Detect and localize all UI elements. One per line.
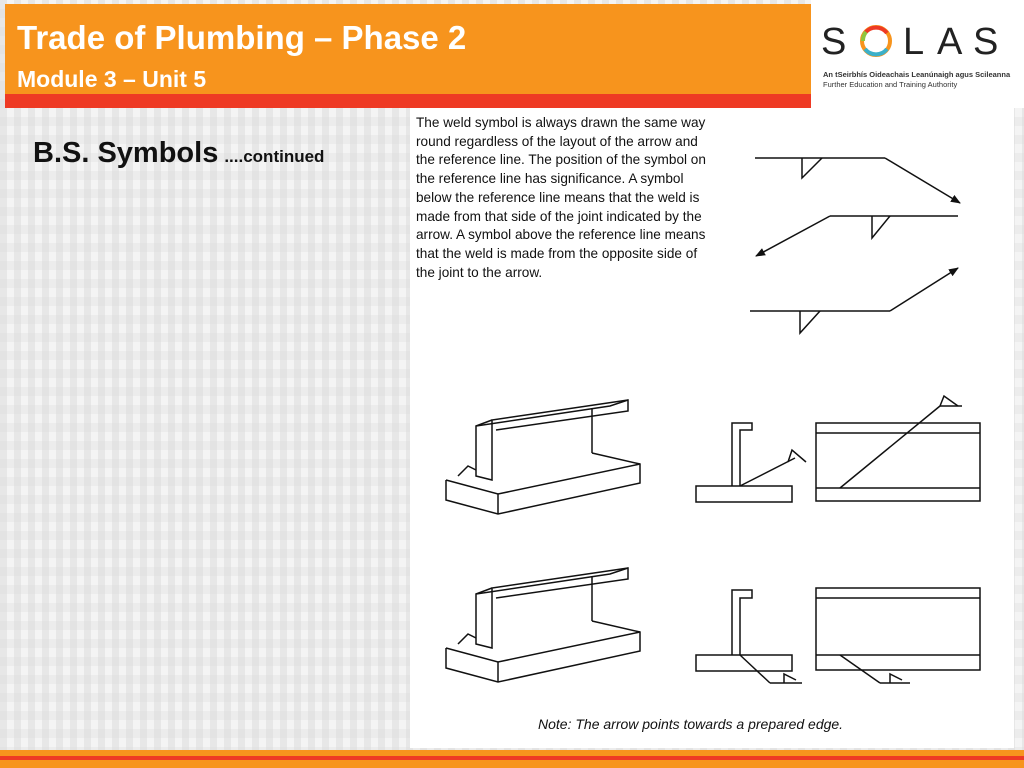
slide-subtitle: Module 3 – Unit 5 <box>17 66 207 92</box>
solas-logo <box>811 0 1024 108</box>
logo-letter-l: L <box>903 21 925 63</box>
figure-paragraph: The weld symbol is always drawn the same way round regardless of the layout of the arrow and the reference line. The position of the symbol on the reference line has significance. A symbol below the reference line means that the weld is made from that side of the joint indicated by the arrow. A symbol above the reference line means that the weld is made from the opposite side of the joint to the arrow. <box>416 115 706 280</box>
reference-line-diagram-2 <box>756 216 958 256</box>
logo-english-name: Further Education and Training Authority <box>823 80 958 89</box>
header-red-bar <box>5 94 811 108</box>
tee-joint-3d-top <box>446 400 640 514</box>
figure-note: Note: The arrow points towards a prepared edge. <box>538 716 844 732</box>
reference-line-diagram-3 <box>750 268 958 333</box>
tee-joint-3d-bottom <box>446 568 640 682</box>
plate-view-top <box>816 396 980 501</box>
header-banner <box>5 4 811 94</box>
logo-irish-name: An tSeirbhís Oideachais Leanúnaigh agus Scileanna <box>823 70 1011 79</box>
footer-red-stripe <box>0 756 1024 760</box>
logo-letter-s1: S <box>821 21 847 63</box>
slide-title: Trade of Plumbing – Phase 2 <box>17 19 467 56</box>
plate-view-bottom <box>816 588 980 683</box>
solas-wordmark <box>821 16 1016 66</box>
footer-bar <box>0 750 1024 768</box>
heading-main: B.S. Symbols <box>33 137 219 169</box>
logo-o-ring-icon <box>862 27 890 55</box>
weld-diagrams <box>410 108 1014 748</box>
section-heading <box>33 137 324 170</box>
logo-letter-a: A <box>937 21 963 63</box>
reference-line-diagram-1 <box>755 158 960 203</box>
tee-joint-section-bottom <box>696 590 802 683</box>
tee-joint-section-top <box>696 423 806 502</box>
heading-continued: ....continued <box>224 147 325 166</box>
weld-symbol-figure <box>410 108 1014 748</box>
logo-letter-s2: S <box>973 21 999 63</box>
